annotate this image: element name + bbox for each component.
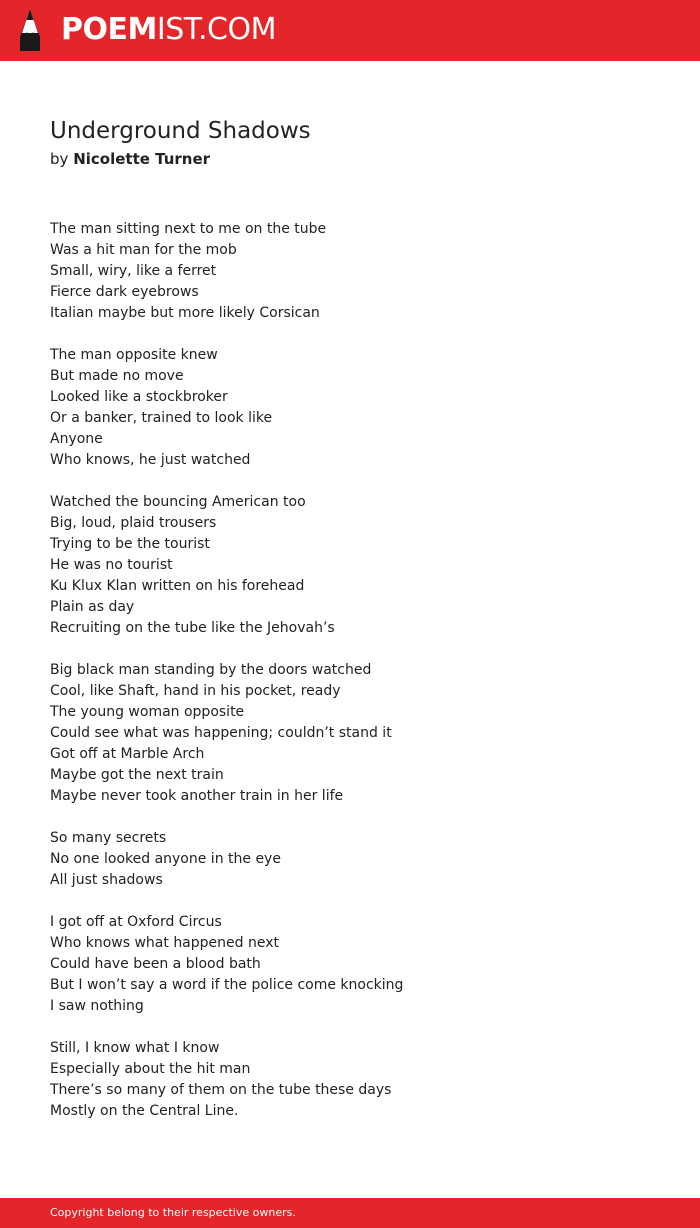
poem-body	[50, 219, 670, 1143]
poem-line: I saw nothing	[50, 998, 144, 1014]
poem-stanza	[50, 345, 670, 471]
poem-line: Watched the bouncing American too	[50, 494, 306, 510]
poem-line: Could have been a blood bath	[50, 956, 261, 972]
poem-line: Mostly on the Central Line.	[50, 1103, 239, 1119]
copyright-notice: Copyright belong to their respective owners.	[50, 1206, 296, 1219]
poem-line: Got off at Marble Arch	[50, 746, 205, 762]
poem-line: No one looked anyone in the eye	[50, 851, 281, 867]
poem-line: Especially about the hit man	[50, 1061, 251, 1077]
poem-line: Italian maybe but more likely Corsican	[50, 305, 320, 321]
poem-line: The young woman opposite	[50, 704, 245, 720]
poem-line: But I won’t say a word if the police come knocking	[50, 977, 404, 993]
poem-line: Was a hit man for the mob	[50, 242, 237, 258]
poem-line: But made no move	[50, 368, 184, 384]
poem-line: I got off at Oxford Circus	[50, 914, 222, 930]
poem-line: Small, wiry, like a ferret	[50, 263, 217, 279]
poem-line: Or a banker, trained to look like	[50, 410, 273, 426]
poem-line: Trying to be the tourist	[50, 536, 210, 552]
site-logo[interactable]	[61, 12, 276, 48]
poem-line: The man sitting next to me on the tube	[50, 221, 327, 237]
site-header	[0, 0, 700, 61]
poem-title: Underground Shadows	[50, 118, 311, 144]
poem-line: There’s so many of them on the tube these days	[50, 1082, 392, 1098]
site-footer	[0, 1198, 700, 1228]
poem-line: Could see what was happening; couldn’t stand it	[50, 725, 392, 741]
poem-line: Still, I know what I know	[50, 1040, 220, 1056]
poem-line: Maybe got the next train	[50, 767, 224, 783]
poem-line: Maybe never took another train in her life	[50, 788, 344, 804]
brand-name-light: IST.COM	[156, 12, 276, 47]
poem-stanza	[50, 912, 670, 1017]
poem-stanza	[50, 492, 670, 639]
poem-line: Who knows, he just watched	[50, 452, 251, 468]
poem-stanza	[50, 828, 670, 891]
poem-line: Fierce dark eyebrows	[50, 284, 199, 300]
by-label: by	[50, 150, 69, 168]
poem-line: Who knows what happened next	[50, 935, 279, 951]
poem-line: All just shadows	[50, 872, 163, 888]
brand-name-bold: POEM	[61, 12, 157, 47]
poem-stanza	[50, 1038, 670, 1122]
poem-line: Plain as day	[50, 599, 135, 615]
poem-stanza	[50, 219, 670, 324]
poem-author: Nicolette Turner	[73, 150, 211, 168]
poem-line: The man opposite knew	[50, 347, 218, 363]
poem-line: Big black man standing by the doors watched	[50, 662, 372, 678]
poem-line: He was no tourist	[50, 557, 173, 573]
poem-stanza	[50, 660, 670, 807]
poem-line: So many secrets	[50, 830, 167, 846]
poem-line: Ku Klux Klan written on his forehead	[50, 578, 305, 594]
poem-line: Looked like a stockbroker	[50, 389, 228, 405]
pencil-tip-icon[interactable]	[17, 9, 43, 51]
poem-line: Anyone	[50, 431, 103, 447]
poem-byline	[50, 149, 210, 169]
poem-line: Big, loud, plaid trousers	[50, 515, 217, 531]
poem-line: Cool, like Shaft, hand in his pocket, ready	[50, 683, 341, 699]
poem-line: Recruiting on the tube like the Jehovah’s	[50, 620, 335, 636]
